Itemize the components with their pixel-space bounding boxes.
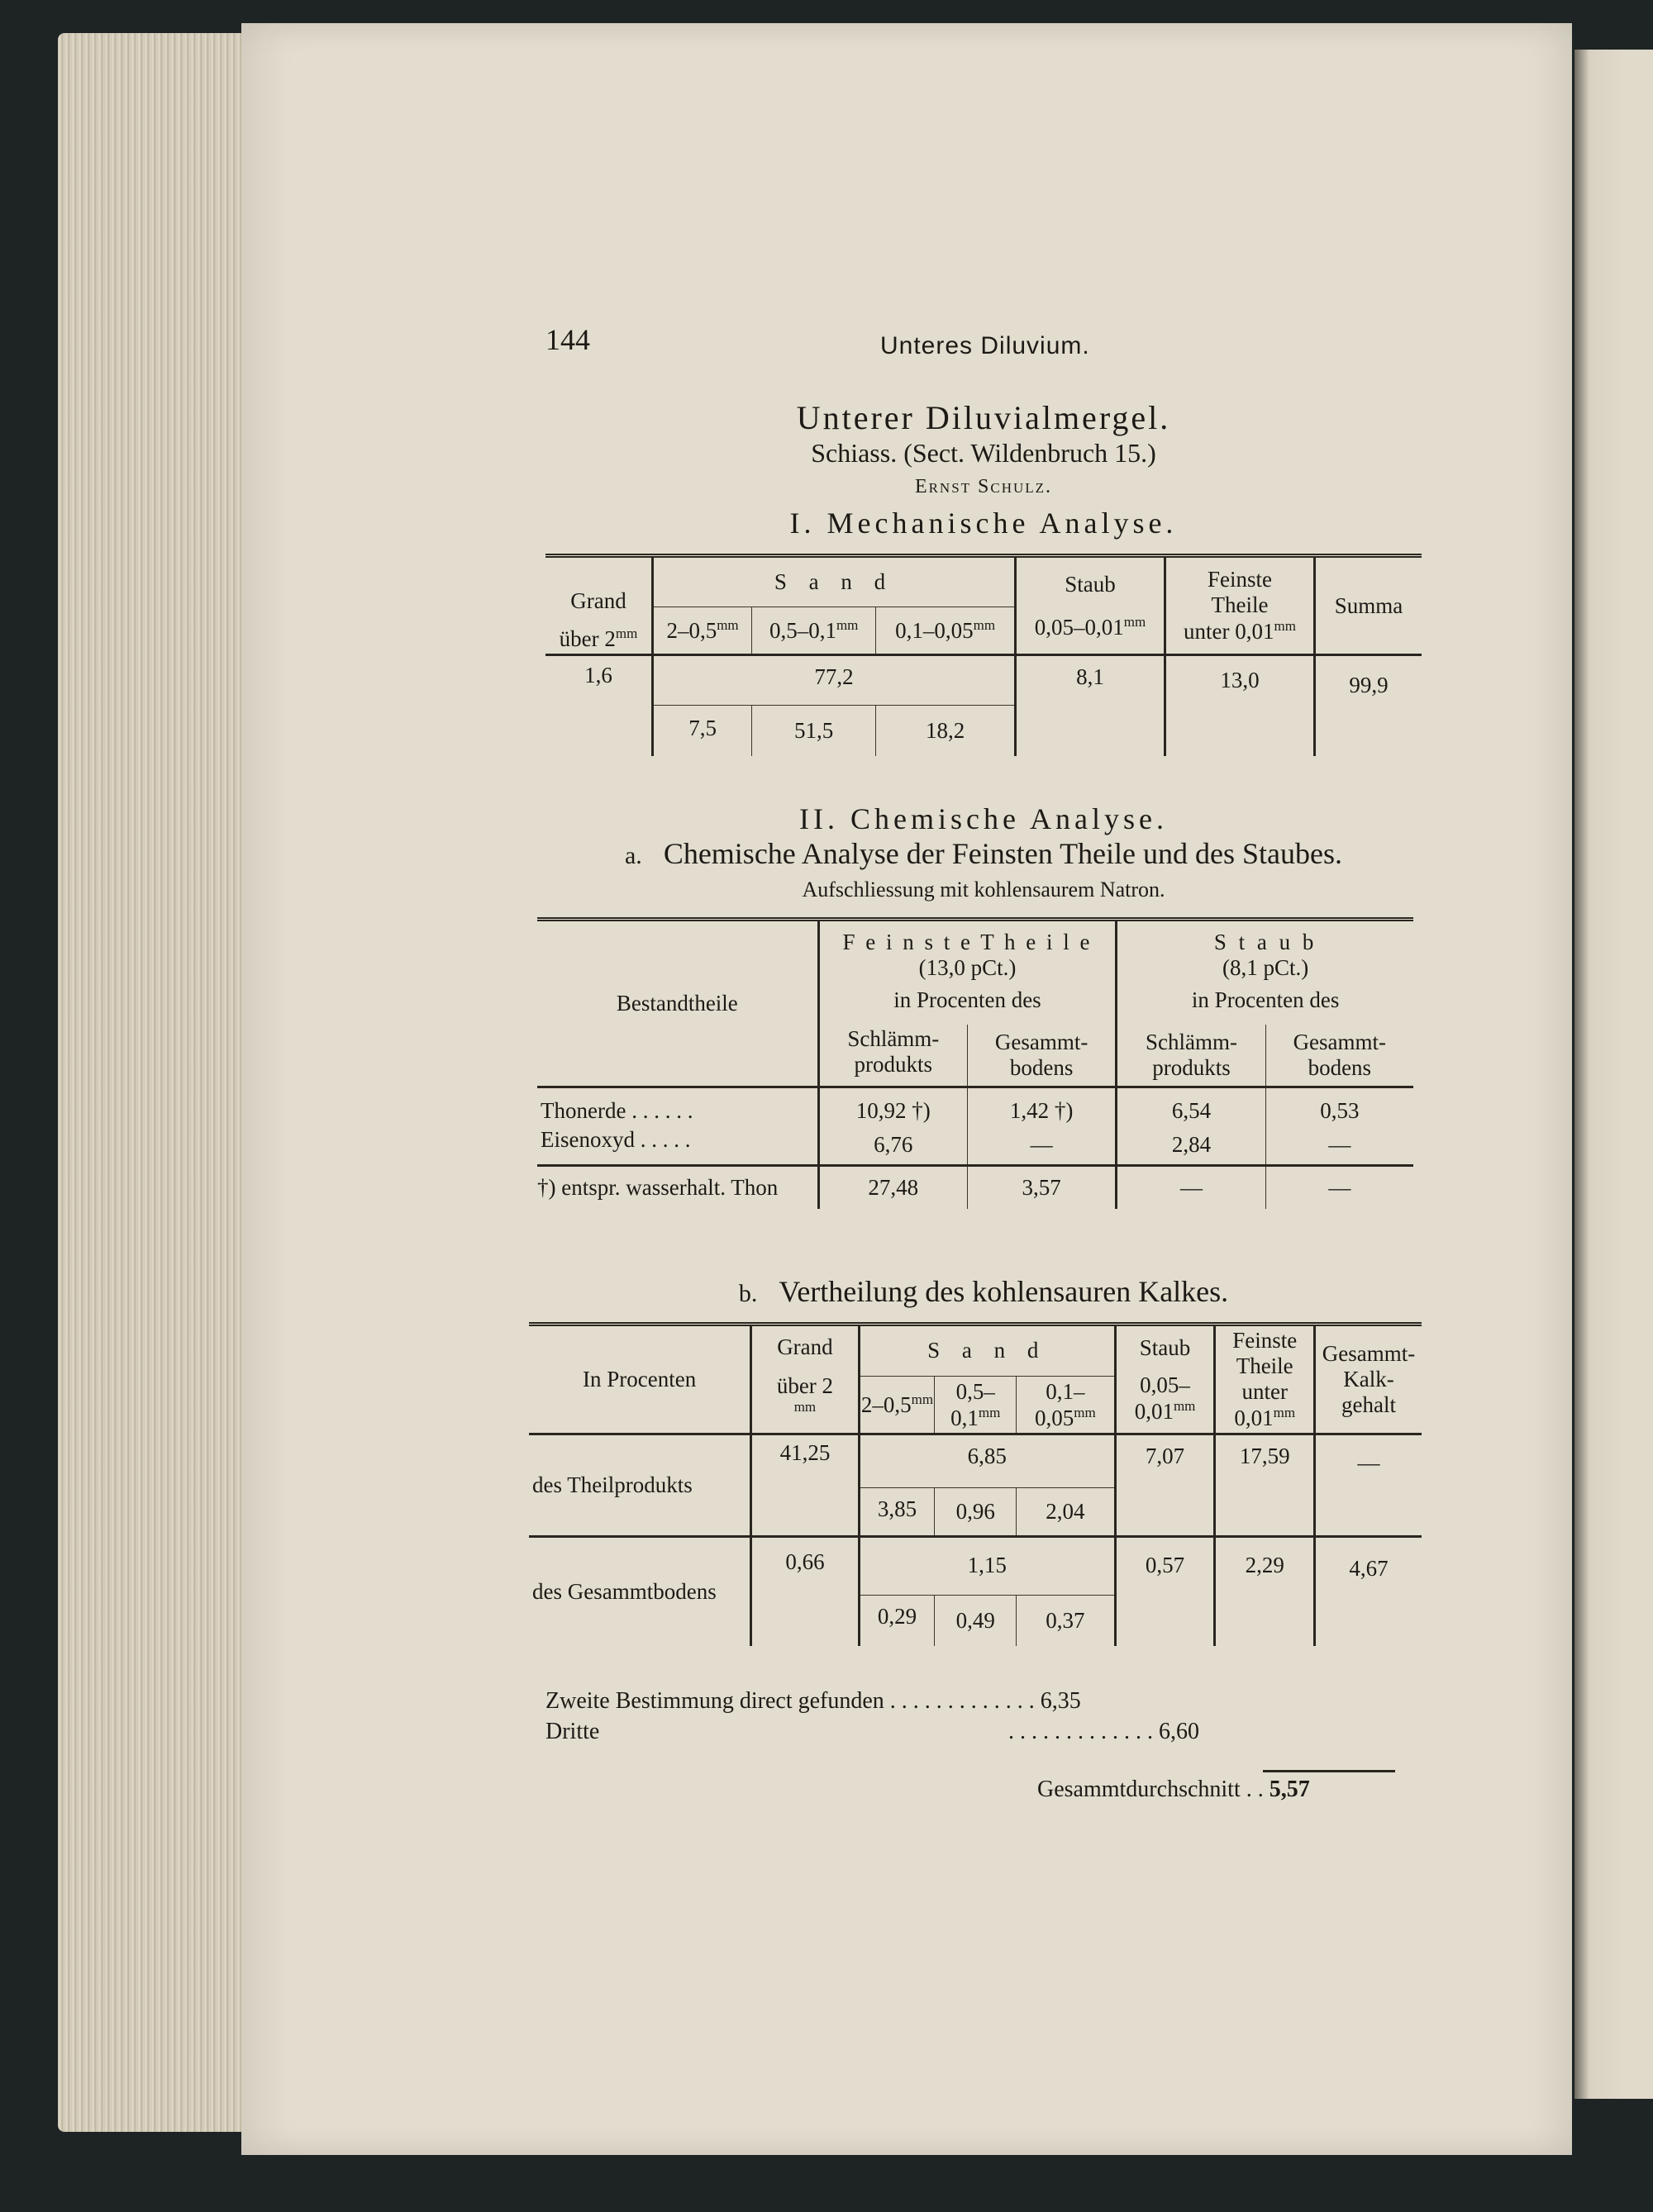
t3-feinste-header: Feinste Theile unter $0,01^{mm}$ — [1215, 1325, 1315, 1434]
t1-staub-header: Staub $0,05-0,01^{mm}$ — [1016, 556, 1165, 655]
t2-feinste-schlamm: Schlämm-produkts — [818, 1025, 967, 1087]
t2-thon-v2: 3,57 — [967, 1166, 1116, 1210]
t2-staub-header: S t a u b (8,1 pCt.) — [1117, 920, 1413, 983]
t2-thonerde-v4: 0,53 — [1265, 1087, 1413, 1126]
t2-eisenoxyd-v1: 6,76 — [818, 1125, 967, 1166]
t2-eisenoxyd-v3: 2,84 — [1117, 1125, 1265, 1166]
aufschliessung-note: Aufschliessung mit kohlensaurem Natron. — [802, 878, 1165, 901]
mechanical-analysis-table — [545, 554, 1422, 756]
gesammtdurchschnitt-line: Gesammtdurchschnitt . . 5,57 — [1037, 1777, 1310, 1802]
zweite-value: 6,35 — [1040, 1688, 1081, 1714]
t1-grand-value: 1,6 — [584, 663, 612, 688]
dritte-value: 6,60 — [1159, 1719, 1199, 1744]
t3-ges-grand: 0,66 — [751, 1537, 859, 1647]
t1-sand-value-3: 18,2 — [876, 706, 1016, 757]
subsection-a-heading: a. Chemische Analyse der Feinsten Theile und des Staubes. — [624, 837, 1342, 870]
durchschnitt-value: 5,57 — [1269, 1777, 1310, 1802]
author: Ernst Schulz. — [914, 476, 1053, 497]
dritte-line: Dritte . . . . . . . . . . . . . 6,60 — [545, 1719, 1199, 1744]
t3-theil-gesammt: — — [1315, 1434, 1422, 1537]
t1-grand-header: Grand über $2^{mm}$ — [559, 588, 638, 652]
t3-theil-staub: 7,07 — [1115, 1434, 1215, 1537]
t1-summa-header: Summa — [1315, 556, 1422, 655]
t3-theil-sand-3: 2,04 — [1017, 1488, 1116, 1537]
t3-gesammt-header: Gesammt-Kalk-gehalt — [1315, 1325, 1422, 1434]
book-page-edges — [58, 33, 256, 2132]
t2-staub-schlamm: Schlämm-produkts — [1117, 1025, 1265, 1087]
t3-sand-col-1: $2-0,5^{mm}$ — [859, 1377, 935, 1434]
t3-grand-header: Grand über 2 $^{mm}$ — [751, 1325, 859, 1434]
t3-sand-col-3: $0,1-0,05^{mm}$ — [1017, 1377, 1116, 1434]
t2-thonerde-v2: 1,42 †) — [967, 1087, 1116, 1126]
t3-theil-sand-1: 3,85 — [859, 1488, 935, 1537]
t2-eisenoxyd-v4: — — [1265, 1125, 1413, 1166]
page-number: 144 — [545, 323, 590, 356]
t3-sand-header: S a n d — [859, 1325, 1115, 1377]
t1-feinste-value: 13,0 — [1165, 655, 1315, 757]
facing-page-edge — [1574, 50, 1653, 2099]
t3-staub-header: Staub $0,05-0,01^{mm}$ — [1115, 1325, 1215, 1434]
t3-ges-sand-2: 0,49 — [935, 1596, 1017, 1647]
t1-summa-value: 99,9 — [1315, 655, 1422, 757]
t2-bestandtheile-header: Bestandtheile — [616, 991, 738, 1016]
t1-feinste-header: Feinste Theile unter $0,01^{mm}$ — [1165, 556, 1315, 655]
t3-theil-sand-total: 6,85 — [859, 1434, 1115, 1488]
t3-theil-feinste: 17,59 — [1215, 1434, 1315, 1537]
t1-sand-col-3: $0,1-0,05^{mm}$ — [876, 607, 1016, 655]
t1-sand-col-2: $0,5-0,1^{mm}$ — [752, 607, 876, 655]
t2-feinste-gesammt: Gesammt-bodens — [967, 1025, 1116, 1087]
t2-row-thonerde-label: Thonerde . . . . . . — [541, 1098, 693, 1124]
t2-thonerde-v1: 10,92 †) — [818, 1087, 967, 1126]
section-heading-chemical: II. Chemische Analyse. — [799, 802, 1168, 835]
t2-row-eisenoxyd-label: Eisenoxyd . . . . . — [541, 1127, 691, 1153]
t2-staub-gesammt: Gesammt-bodens — [1265, 1025, 1413, 1087]
t3-ges-sand-3: 0,37 — [1017, 1596, 1116, 1647]
t2-thon-v1: 27,48 — [818, 1166, 967, 1210]
document-subtitle: Schiass. (Sect. Wildenbruch 15.) — [811, 438, 1156, 468]
t3-row-gesammtboden-label: des Gesammtbodens — [532, 1579, 717, 1605]
t3-ges-gesammt: 4,67 — [1315, 1537, 1422, 1647]
zweite-bestimmung-line: Zweite Bestimmung direct gefunden . . . . . . . . . . . . . 6,35 — [545, 1688, 1081, 1714]
chemical-analysis-table — [537, 917, 1413, 1209]
t2-thon-v3: — — [1117, 1166, 1265, 1210]
section-heading-mechanical: I. Mechanische Analyse. — [789, 507, 1178, 540]
document-title: Unterer Diluvialmergel. — [796, 399, 1171, 436]
t1-sand-total: 77,2 — [653, 655, 1016, 706]
t2-row-thon-label: †) entspr. wasserhalt. Thon — [537, 1175, 779, 1201]
sum-rule — [1263, 1770, 1395, 1772]
t3-sand-col-2: $0,5-0,1^{mm}$ — [935, 1377, 1017, 1434]
t1-sand-value-2: 51,5 — [752, 706, 876, 757]
subsection-b-heading: b. Vertheilung des kohlensauren Kalkes. — [738, 1275, 1229, 1308]
running-title: Unteres Diluvium. — [880, 332, 1090, 359]
t3-theil-sand-2: 0,96 — [935, 1488, 1017, 1537]
t2-staub-in-procenten: in Procenten des — [1117, 982, 1413, 1025]
t2-feinste-in-procenten: in Procenten des — [818, 982, 1117, 1025]
lime-distribution-table — [529, 1322, 1422, 1646]
t2-feinste-header: F e i n s t e T h e i l e (13,0 pCt.) — [818, 920, 1117, 983]
t1-sand-header: S a n d — [653, 556, 1016, 607]
t3-ges-feinste: 2,29 — [1215, 1537, 1315, 1647]
t1-sand-value-1: 7,5 — [653, 706, 752, 757]
t3-ges-sand-1: 0,29 — [859, 1596, 935, 1647]
t2-thonerde-v3: 6,54 — [1117, 1087, 1265, 1126]
t3-theil-grand: 41,25 — [751, 1434, 859, 1537]
t2-thon-v4: — — [1265, 1166, 1413, 1210]
t2-eisenoxyd-v2: — — [967, 1125, 1116, 1166]
t3-ges-sand-total: 1,15 — [859, 1537, 1115, 1596]
t1-sand-col-1: $2-0,5^{mm}$ — [653, 607, 752, 655]
t3-row-theilprodukt-label: des Theilprodukts — [532, 1472, 693, 1498]
t3-ges-staub: 0,57 — [1115, 1537, 1215, 1647]
t1-staub-value: 8,1 — [1016, 655, 1165, 757]
t3-in-procenten-header: In Procenten — [583, 1367, 697, 1392]
